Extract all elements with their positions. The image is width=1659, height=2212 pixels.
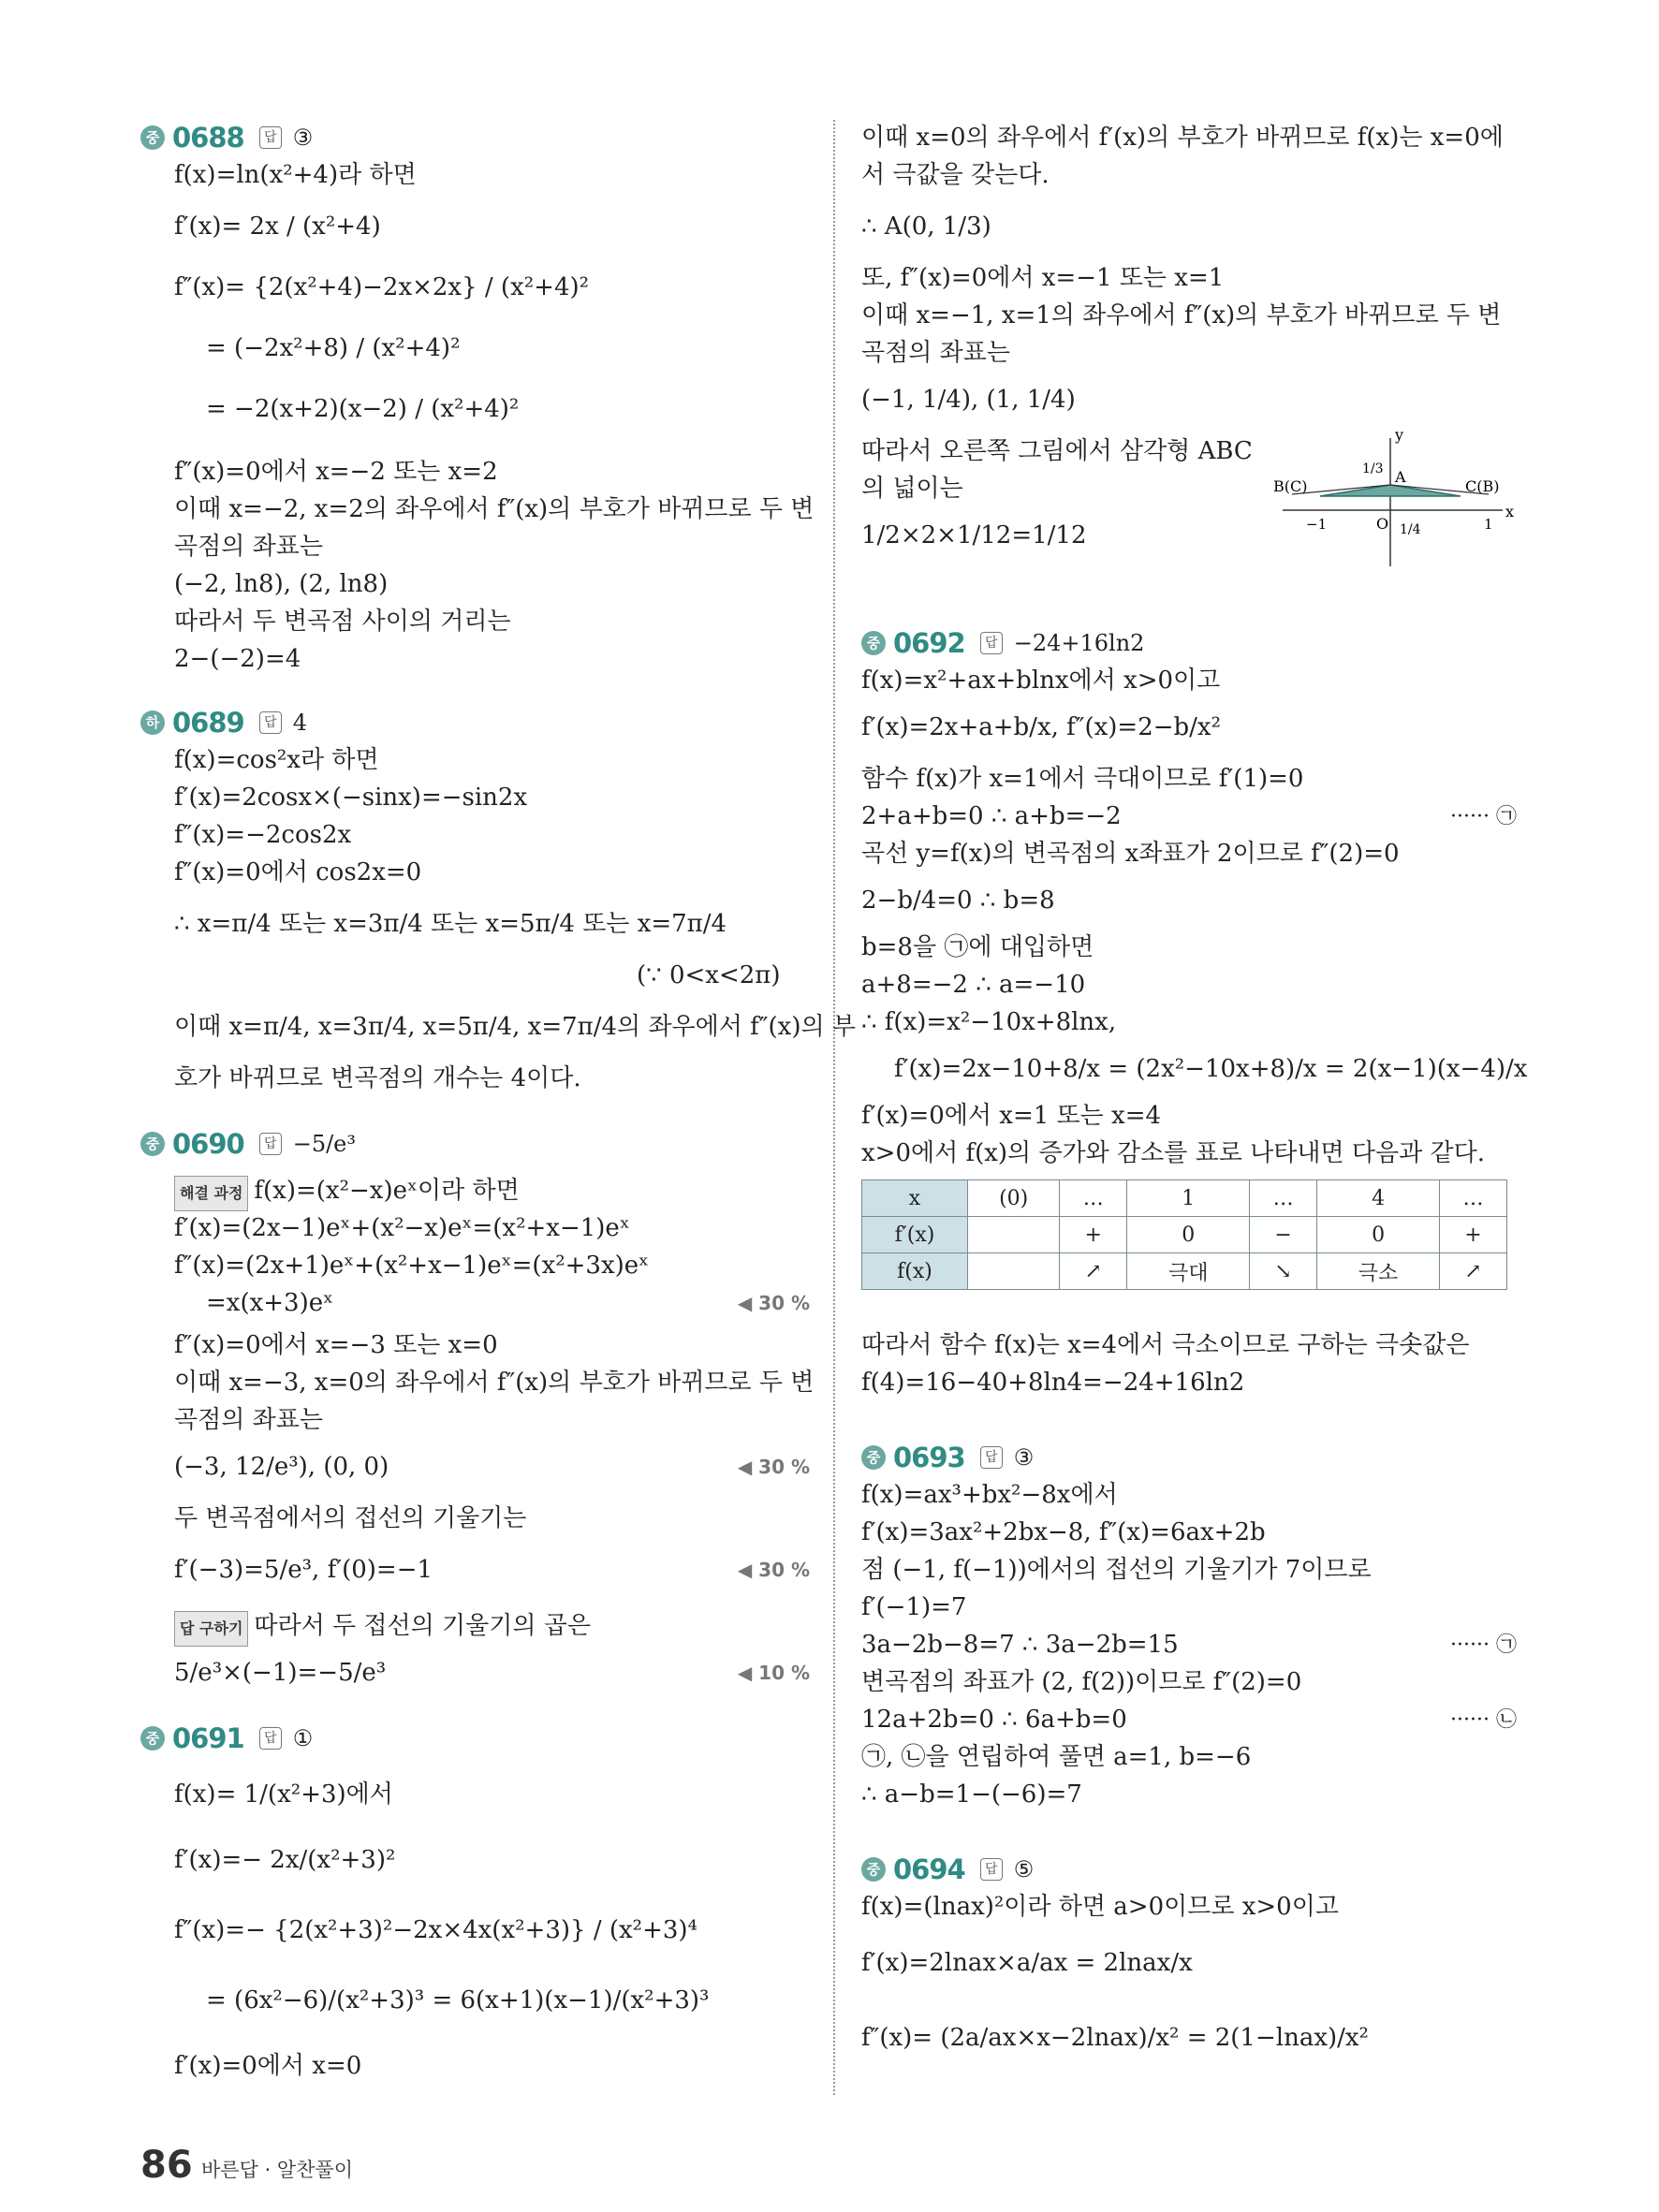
solution-line: = (6x²−6)/(x²+3)³ = 6(x+1)(x−1)/(x²+3)³ xyxy=(206,1986,710,2014)
solution-line: 2+a+b=0 ∴ a+b=−2 xyxy=(861,802,1122,830)
solution-line: f″(x)=(2x+1)eˣ+(x²+x−1)eˣ=(x²+3x)eˣ xyxy=(174,1252,650,1280)
problem-header-0690 xyxy=(140,1128,356,1160)
difficulty-badge: 하 xyxy=(140,710,165,735)
solution-line: 3a−2b−8=7 ∴ 3a−2b=15 xyxy=(861,1631,1179,1659)
answer-label-icon: 답 xyxy=(980,1446,1003,1469)
solution-line: ∴ a−b=1−(−6)=7 xyxy=(861,1780,1082,1809)
triangle-abc xyxy=(1320,485,1461,496)
solution-line: 변곡점의 좌표가 (2, f(2))이므로 f″(2)=0 xyxy=(861,1668,1302,1696)
equation-mark: ······ ㉡ xyxy=(1450,1708,1517,1732)
problem-number: 0691 xyxy=(172,1722,244,1754)
process-tag: 해결 과정 xyxy=(174,1176,248,1211)
increase-decrease-table xyxy=(861,1179,1507,1290)
problem-header-0693 xyxy=(861,1442,1034,1473)
table-cell: − xyxy=(1250,1217,1317,1253)
table-cell: + xyxy=(1060,1217,1127,1253)
solution-line: f′(x)=0에서 x=1 또는 x=4 xyxy=(861,1102,1162,1130)
score-percent: ◀ 30 % xyxy=(737,1292,810,1314)
solution-line: f′(x)=(2x−1)eˣ+(x²−x)eˣ=(x²+x−1)eˣ xyxy=(174,1214,630,1242)
solution-line: 점 (−1, f(−1))에서의 접선의 기울기가 7이므로 xyxy=(861,1556,1372,1584)
solution-line: f″(x)=− {2(x²+3)²−2x×4x(x²+3)} / (x²+3)⁴ xyxy=(174,1916,697,1944)
difficulty-badge: 중 xyxy=(861,631,886,655)
table-cell: 4 xyxy=(1317,1180,1440,1217)
solution-line: 12a+2b=0 ∴ 6a+b=0 xyxy=(861,1706,1127,1734)
problem-header-0692 xyxy=(861,627,1144,659)
solution-line: f″(x)=0에서 cos2x=0 xyxy=(174,858,422,886)
table-cell: 극대 xyxy=(1127,1253,1250,1290)
answer-label-icon: 답 xyxy=(259,1727,282,1750)
point-bc-label: B(C) xyxy=(1273,477,1308,495)
solution-line: = −2(x+2)(x−2) / (x²+4)² xyxy=(206,395,520,423)
answer-value: −24+16ln2 xyxy=(1013,630,1145,656)
point-a-label: A xyxy=(1395,468,1406,486)
solution-line: 이때 x=−1, x=1의 좌우에서 f″(x)의 부호가 바뀌므로 두 변 xyxy=(861,301,1502,330)
column-divider xyxy=(833,120,835,2095)
origin-label: O xyxy=(1376,515,1389,533)
solution-line: ∴ f(x)=x²−10x+8lnx, xyxy=(861,1008,1117,1036)
answer-label-icon: 답 xyxy=(259,711,282,734)
solution-line: f(x)=ax³+bx²−8x에서 xyxy=(861,1481,1118,1509)
solution-line: 호가 바뀌므로 변곡점의 개수는 4이다. xyxy=(174,1064,581,1092)
solution-line: (−3, 12/e³), (0, 0) xyxy=(174,1453,389,1481)
solution-line: f″(x)=−2cos2x xyxy=(174,821,352,849)
problem-number: 0692 xyxy=(893,627,965,659)
table-cell: … xyxy=(1440,1180,1507,1217)
answer-label-icon: 답 xyxy=(259,126,282,149)
equation-mark: ······ ㉠ xyxy=(1450,1633,1517,1657)
solution-line: 함수 f(x)가 x=1에서 극대이므로 f′(1)=0 xyxy=(861,765,1304,793)
answer-value: ① xyxy=(292,1725,314,1751)
solution-line: 이때 x=−3, x=0의 좌우에서 f″(x)의 부호가 바뀌므로 두 변 xyxy=(174,1369,815,1397)
problem-header-0691 xyxy=(140,1722,313,1754)
problem-header-0689 xyxy=(140,707,307,739)
y-axis-label: y xyxy=(1395,431,1404,444)
solution-line: f″(x)= {2(x²+4)−2x×2x} / (x²+4)² xyxy=(174,273,590,301)
solution-line: 2−b/4=0 ∴ b=8 xyxy=(861,886,1055,915)
solution-line xyxy=(174,1175,520,1211)
solution-line: f(x)=x²+ax+blnx에서 x>0이고 xyxy=(861,667,1221,695)
problem-number: 0688 xyxy=(172,122,244,154)
table-cell: … xyxy=(1250,1180,1317,1217)
difficulty-badge: 중 xyxy=(140,125,165,150)
page-number: 86 xyxy=(140,2144,193,2187)
solution-line: f′(x)=2x+a+b/x, f″(x)=2−b/x² xyxy=(861,713,1222,741)
tick-neg-one: −1 xyxy=(1306,516,1328,533)
solution-line: (∵ 0<x<2π) xyxy=(637,961,781,989)
score-percent: ◀ 10 % xyxy=(737,1662,810,1684)
solution-line: f″(x)=0에서 x=−3 또는 x=0 xyxy=(174,1331,498,1359)
solution-line: 따라서 두 변곡점 사이의 거리는 xyxy=(174,608,511,636)
tick-one-third: 1/3 xyxy=(1362,461,1384,476)
solution-line: 따라서 함수 f(x)는 x=4에서 극소이므로 구하는 극솟값은 xyxy=(861,1331,1470,1359)
solution-line: ∴ x=π/4 또는 x=3π/4 또는 x=5π/4 또는 x=7π/4 xyxy=(174,910,727,938)
table-cell: 극소 xyxy=(1317,1253,1440,1290)
solution-line: 이때 x=π/4, x=3π/4, x=5π/4, x=7π/4의 좌우에서 f″(x)의 부 xyxy=(174,1013,856,1041)
solution-line: (−2, ln8), (2, ln8) xyxy=(174,570,389,598)
solution-text: f(x)=(x²−x)eˣ이라 하면 xyxy=(254,1177,520,1205)
equation-mark: ······ ㉠ xyxy=(1450,805,1517,828)
table-cell: (0) xyxy=(968,1180,1060,1217)
solution-line: f′(x)=2cosx×(−sinx)=−sin2x xyxy=(174,784,528,812)
answer-value: −5/e³ xyxy=(292,1131,357,1157)
solution-line: = (−2x²+8) / (x²+4)² xyxy=(206,334,461,362)
tick-one-fourth: 1/4 xyxy=(1400,522,1421,537)
difficulty-badge: 중 xyxy=(140,1132,165,1156)
solution-line: 또, f″(x)=0에서 x=−1 또는 x=1 xyxy=(861,264,1225,292)
answer-tag: 답 구하기 xyxy=(174,1611,248,1647)
table-cell: 1 xyxy=(1127,1180,1250,1217)
point-cb-label: C(B) xyxy=(1465,477,1500,495)
x-axis-label: x xyxy=(1505,503,1515,520)
solution-line: f′(x)=3ax²+2bx−8, f″(x)=6ax+2b xyxy=(861,1518,1266,1546)
answer-value: ③ xyxy=(1013,1444,1035,1471)
solution-line: 1/2×2×1/12=1/12 xyxy=(861,521,1087,549)
solution-line xyxy=(174,1610,591,1647)
solution-line: f′(−1)=7 xyxy=(861,1593,967,1621)
solution-line: f(4)=16−40+8ln4=−24+16ln2 xyxy=(861,1369,1245,1397)
solution-line: f(x)=(lnax)²이라 하면 a>0이므로 x>0이고 xyxy=(861,1893,1339,1921)
solution-line: 곡점의 좌표는 xyxy=(861,339,1010,367)
solution-line: f′(x)= 2x / (x²+4) xyxy=(174,212,381,241)
table-cell: ↘ xyxy=(1250,1253,1317,1290)
problem-number: 0694 xyxy=(893,1853,965,1885)
solution-line: f(x)=cos²x라 하면 xyxy=(174,746,379,774)
difficulty-badge: 중 xyxy=(140,1726,165,1751)
answer-value: ③ xyxy=(292,125,314,151)
solution-line: x>0에서 f(x)의 증가와 감소를 표로 나타내면 다음과 같다. xyxy=(861,1139,1486,1167)
solution-line: f(x)=ln(x²+4)라 하면 xyxy=(174,161,417,189)
problem-number: 0689 xyxy=(172,707,244,739)
table-cell: f(x) xyxy=(862,1253,968,1290)
solution-line: ㉠, ㉡을 연립하여 풀면 a=1, b=−6 xyxy=(861,1743,1252,1771)
solution-line: f′(−3)=5/e³, f′(0)=−1 xyxy=(174,1556,433,1584)
solution-line: f″(x)=0에서 x=−2 또는 x=2 xyxy=(174,458,498,486)
solution-line: 5/e³×(−1)=−5/e³ xyxy=(174,1659,387,1687)
table-cell: ↗ xyxy=(1060,1253,1127,1290)
solution-line: 곡점의 좌표는 xyxy=(174,1406,323,1434)
score-percent: ◀ 30 % xyxy=(737,1559,810,1581)
table-cell: 0 xyxy=(1317,1217,1440,1253)
answer-label-icon: 답 xyxy=(259,1133,282,1155)
table-row xyxy=(862,1180,1507,1217)
table-cell xyxy=(968,1217,1060,1253)
table-row xyxy=(862,1217,1507,1253)
solution-line: f′(x)=0에서 x=0 xyxy=(174,2052,362,2080)
solution-line: f′(x)=− 2x/(x²+3)² xyxy=(174,1846,396,1874)
problem-number: 0693 xyxy=(893,1442,965,1473)
solution-line: a+8=−2 ∴ a=−10 xyxy=(861,971,1086,999)
problem-header-0688 xyxy=(140,122,313,154)
solution-line: f(x)= 1/(x²+3)에서 xyxy=(174,1780,393,1809)
answer-value: ⑤ xyxy=(1013,1856,1035,1882)
solution-line: 곡선 y=f(x)의 변곡점의 x좌표가 2이므로 f″(2)=0 xyxy=(861,840,1400,868)
table-cell: x xyxy=(862,1180,968,1217)
table-cell: f′(x) xyxy=(862,1217,968,1253)
solution-line: 서 극값을 갖는다. xyxy=(861,161,1050,189)
problem-header-0694 xyxy=(861,1853,1034,1885)
solution-line: 이때 x=−2, x=2의 좌우에서 f″(x)의 부호가 바뀌므로 두 변 xyxy=(174,495,815,523)
tick-one: 1 xyxy=(1484,516,1493,533)
solution-line: 이때 x=0의 좌우에서 f′(x)의 부호가 바뀌므로 f(x)는 x=0에 xyxy=(861,124,1504,152)
table-cell: + xyxy=(1440,1217,1507,1253)
difficulty-badge: 중 xyxy=(861,1857,886,1882)
triangle-graph xyxy=(1273,431,1517,571)
solution-line: f″(x)= (2a/ax×x−2lnax)/x² = 2(1−lnax)/x² xyxy=(861,2024,1369,2052)
table-row xyxy=(862,1253,1507,1290)
table-cell xyxy=(968,1253,1060,1290)
solution-line: f′(x)=2x−10+8/x = (2x²−10x+8)/x = 2(x−1)(x−4)/x xyxy=(894,1055,1528,1083)
footer-title: 바른답 · 알찬풀이 xyxy=(201,2159,354,2181)
answer-value: 4 xyxy=(292,710,307,736)
solution-line: 곡점의 좌표는 xyxy=(174,533,323,561)
solution-line: 의 넓이는 xyxy=(861,475,963,503)
solution-line: =x(x+3)eˣ xyxy=(206,1289,334,1317)
solution-line: 따라서 오른쪽 그림에서 삼각형 ABC xyxy=(861,437,1253,465)
table-cell: ↗ xyxy=(1440,1253,1507,1290)
table-cell: 0 xyxy=(1127,1217,1250,1253)
difficulty-badge: 중 xyxy=(861,1445,886,1470)
solution-line: f′(x)=2lnax×a/ax = 2lnax/x xyxy=(861,1949,1193,1977)
solution-line: 두 변곡점에서의 접선의 기울기는 xyxy=(174,1504,527,1532)
problem-number: 0690 xyxy=(172,1128,244,1160)
solution-line: b=8을 ㉠에 대입하면 xyxy=(861,933,1094,961)
solution-line: 2−(−2)=4 xyxy=(174,645,301,673)
score-percent: ◀ 30 % xyxy=(737,1456,810,1478)
solution-line: ∴ A(0, 1/3) xyxy=(861,212,991,241)
answer-label-icon: 답 xyxy=(980,1858,1003,1881)
solution-line: (−1, 1/4), (1, 1/4) xyxy=(861,386,1076,414)
solution-text: 따라서 두 접선의 기울기의 곱은 xyxy=(254,1612,591,1640)
answer-label-icon: 답 xyxy=(980,632,1003,654)
table-cell: … xyxy=(1060,1180,1127,1217)
